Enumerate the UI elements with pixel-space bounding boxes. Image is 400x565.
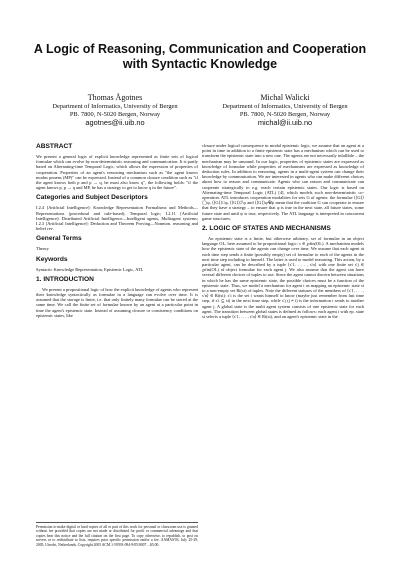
author-address: PB. 7800, N-5020 Bergen, Norway [239,110,331,118]
author-email: agotnes@ii.uib.no [85,118,145,128]
author-affiliation: Department of Informatics, University of Bergen [222,103,348,110]
title-line-1: A Logic of Reasoning, Communication and Cooperation [33,42,367,56]
section-2-heading: 2. LOGIC OF STATES AND MECHANISMS [202,225,331,233]
author-affiliation: Department of Informatics, University of Bergen [52,103,178,110]
abstract-text: We present a general logic of explicit knowledge represented as finite sets of logical formulae which can evolve by non-deterministic reasoning and communication. It is partly based on Alternating-time Temporal Logic, which allows the expression of properties of cooperation. Properties of an agent's reasoning mechanism such as "the agent knows modus ponens (MP)" can be expressed. Instead of a common closure condition such as "if the agent knows both p and p → q, he must also know q", the following holds: "if the agent knows p, p → q and MP, he has a strategy to get to know q in the future". [36,154,198,191]
title-line-2: with Syntactic Knowledge [122,57,278,71]
right-column [202,143,364,561]
author-block [30,93,200,128]
author-name: Thomas Ågotnes [87,93,143,102]
section-2-text: An epistemic state is a finite, but otherwise arbitrary, set of formulae in an object language OL, here assumed to be propositional logic: s ∈ ℘fin(OL). A mechanism models how the epistemic state of the agents can change over time. We assume that each agent at each time step sends a finite (possibly empty) set of formulae to each of the agents in the next time step including to himself. The latter is used to model reasoning. This action, by a particular agent, can be described by a tuple ⟨s′1, . . . , s′n⟩ with one finite set s′j ∈ ℘fin(OL) of object formulae for each agent j. We also assume that the agent can have several different choices of tuples to use. Since the agent cannot discern between situations in which he has the same epistemic state, the possible choices must be a function of the epistemic state. Thus, we model a mechanism for agent i as mapping an epistemic state si to a non-empty set Ri(si) of tuples. Note the different statuses of the members of ⟨s′1, . . . , s′n⟩ ∈ Ri(si): s′i is the set i wants himself to know (maybe just remember from last time step, if s′i ⊆ si) in the next time step, while s′j (j ≠ i) is the information i sends to another agent j. A global state is the multi agent system consists of one epistemic state for each agent. The transition between global states is defined as follows: each agent i with ep. state si selects a tuple ⟨s′1, . . . , s′n⟩ ∈ Ri(si), and an agent's epistemic state in the [202,236,364,320]
author-email: michal@ii.uib.no [257,118,313,128]
intro-text: We present a propositional logic of how the explicit knowledge of agents who represent their knowledge syntactically as formulae in a language can evolve over time. It is assumed that the storage is finite, i.e. that only finitely many formulae can be stored at the same time. We call the finite set of formulae known by an agent at a particular point in time the agent's epistemic state. Instead of assuming closure or consistency conditions on epistemic states, like [36,286,198,318]
keywords-heading: Keywords [36,255,68,263]
paper-title [0,42,400,72]
terms-heading: General Terms [36,235,82,243]
intro-heading: 1. INTRODUCTION [36,275,94,283]
categories-text: I.2.4 [Artificial Intelligence]: Knowledge Representation Formalisms and Methods—Representations (procedural and rule-based), Temporal logic; I.2.11 [Artificial Intelligence]: Distributed Artificial Intelligence—Intelligent agents, Multiagent systems; I.2.3 [Artificial Intelligence]: Deduction and Theorem Proving—Nonmon. reasoning and belief rev. [36,205,198,232]
copyright-footnote: Permission to make digital or hard copies of all or part of this work for personal or classroom use is granted without fee provided that copies are not made or distributed for profit or commercial advantage and that copies bear this notice and the full citation on the first page. To copy otherwise, to republish, to post on servers or to redistribute to lists, requires prior specific permission and/or a fee. AAMAS'03, July 25-29, 2005, Utrecht, Netherlands. Copyright 2005 ACM 1-59593-094-9/05/0007 ...$5.00. [36,522,198,547]
author-name: Michal Walicki [260,93,310,102]
intro-continued-text: closure under logical consequence in modal epistemic logic, we assume that an agent at a point in time in addition to a finite epistemic state has a mechanism which can be used to transform the epistemic state into a new one. The agents are not necessarily infallible – the mechanism may be unsound. In our logic, properties of epistemic states are expressed as knowledge of formulae while properties of mechanisms are expressed as knowledge of deduction rules. In addition to reasoning, agents in a multi-agent system can change their knowledge by communication. We are interested in agents who can make different choices about how to reason and communicate. Agents who can reason and communicate can cooperate strategically to e.g. reach certain epistemic states. Our logic is based on Alternating-time Temporal Logic (ATL) [4], which models such non-deterministic co-operation. ATL introduces cooperation modalities for sets G of agents: the formulae ⟨⟨G⟩⟩◯φ, ⟨⟨G⟩⟩□φ, ⟨⟨G⟩⟩ℱφ and ⟨⟨G⟩⟩φ𝒰ψ mean that the coalition G can cooperate to ensure that they have a strategy – to ensure that φ is true in the next state, all future states, some future state and until ψ is true, respectively. The ATL language is interpreted in concurrent game structures. [202,143,364,221]
categories-heading: Categories and Subject Descriptors [36,194,148,202]
keywords-text: Syntactic Knowledge Representation, Epistemic Logic, ATL [36,266,144,272]
author-address: PB. 7800, N-5020 Bergen, Norway [69,110,161,118]
abstract-heading: ABSTRACT [36,143,73,150]
left-column [36,143,198,528]
author-block [200,93,370,128]
terms-text: Theory [36,246,49,252]
